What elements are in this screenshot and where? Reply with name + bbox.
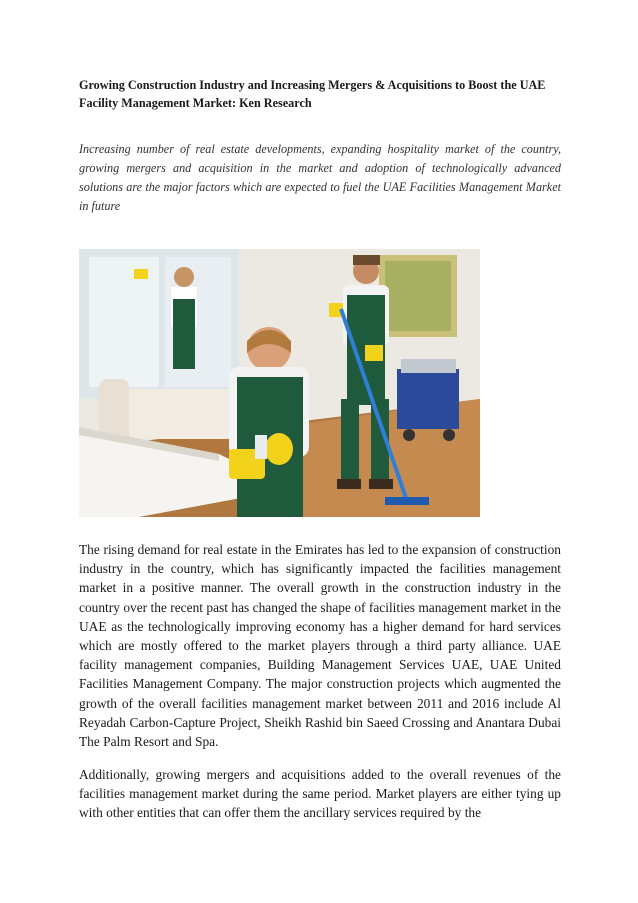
body-paragraph: The rising demand for real estate in the Emirates has led to the expansion of construction industry in the country, which has significantly impacted the facilities management market in a positive manner. The overall growth in the construction industry in the country over the recent past has changed the shape of facilities management market in the UAE as the technologically improving economy has a higher demand for hard services which are mostly offered to the market players through a third party alliance. UAE facility management companies, Building Management Services UAE, UAE United Facilities Management Company. The major construction projects which augmented the growth of the overall facilities management market between 2011 and 2016 include Al Reyadah Carbon-Capture Project, Sheikh Rashid bin Saeed Crossing and Anantara Dubai The Palm Resort and Spa. (79, 542, 561, 750)
body-paragraph: Additionally, growing mergers and acquisitions added to the overall revenues of the facilities management market during the same period. Market players are either tying up with other entities that can offer them the ancillary services required by the (79, 767, 561, 821)
article-title: Growing Construction Industry and Increasing Mergers & Acquisitions to Boost the UAE Facility Management Market: Ken Research (79, 78, 546, 110)
cleaning-staff-photo (79, 249, 480, 517)
article-abstract: Increasing number of real estate developments, expanding hospitality market of the country, growing mergers and acquisition in the market and adoption of technologically advanced solutions are the major factors which are expected to fuel the UAE Facilities Management Market in future (79, 142, 561, 213)
